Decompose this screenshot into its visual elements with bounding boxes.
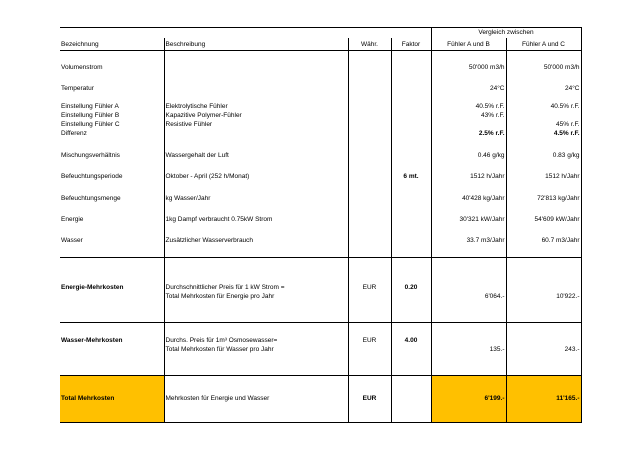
wasser-mehrkosten-ab: 135.-: [431, 346, 506, 356]
row-mischungsverhaeltnis: [60, 152, 581, 161]
row-desc: Zusätzlicher Wasserverbrauch: [164, 237, 348, 246]
value-ab: 50'000 m3/h: [431, 64, 506, 73]
row-faktor: 6 mt.: [391, 173, 431, 182]
row-fuehler-c: [60, 121, 581, 130]
wasser-mehrkosten-spacer: [60, 323, 581, 337]
row-desc: Oktober - April (252 h/Monat): [164, 173, 348, 182]
value-ac: [506, 112, 581, 121]
row-label: Einstellung Fühler A: [61, 102, 119, 110]
comparison-table: [60, 27, 582, 423]
row-volumenstrom: [60, 64, 581, 73]
energie-mehrkosten-faktor: 0.20: [391, 284, 431, 293]
row-desc: kg Wasser/Jahr: [164, 195, 348, 204]
energie-mehrkosten-currency: EUR: [348, 284, 391, 293]
row-energie-mehrkosten-total: [60, 293, 581, 303]
wasser-mehrkosten-faktor: 4.00: [391, 337, 431, 346]
energie-mehrkosten-desc-2: Total Mehrkosten für Energie pro Jahr: [164, 293, 348, 303]
header-group-row: [60, 28, 581, 38]
comparison-sheet: [60, 27, 580, 437]
value-ab: 24°C: [431, 85, 506, 94]
header-fuehler-ac: Fühler A und C: [506, 38, 581, 51]
value-ac: 54'609 kW/Jahr: [506, 216, 581, 225]
row-wasser: [60, 237, 581, 246]
energie-mehrkosten-desc-1: Durchschnittlicher Preis für 1 kW Strom =: [164, 284, 348, 293]
row-total-mehrkosten: [60, 376, 581, 423]
value-ac: 60.7 m3/Jahr: [506, 237, 581, 246]
row-wasser-mehrkosten-total: [60, 346, 581, 356]
header-waehrung: Währ.: [348, 38, 391, 51]
wasser-mehrkosten-currency: EUR: [348, 337, 391, 346]
total-ac: 11'165.-: [506, 376, 581, 423]
wasser-mehrkosten-desc-1: Durchs. Preis für 1m³ Osmosewasser=: [164, 337, 348, 346]
value-ac: 72'813 kg/Jahr: [506, 195, 581, 204]
value-ac: 4.5% r.F.: [506, 130, 581, 139]
header-beschreibung: Beschreibung: [164, 38, 348, 51]
value-ab: 40'428 kg/Jahr: [431, 195, 506, 204]
value-ac: 40.5% r.F.: [506, 103, 581, 112]
row-label: Befeuchtungsperiode: [61, 172, 123, 180]
row-desc: [164, 85, 348, 94]
row-label: Wasser: [61, 236, 83, 244]
row-desc: [164, 64, 348, 73]
row-label: Differenz: [61, 129, 87, 137]
header-fuehler-ab: Fühler A und B: [431, 38, 506, 51]
wasser-mehrkosten-desc-2: Total Mehrkosten für Wasser pro Jahr: [164, 346, 348, 356]
row-label: Befeuchtungsmenge: [61, 194, 121, 202]
value-ab: 33.7 m3/Jahr: [431, 237, 506, 246]
row-label: Einstellung Fühler C: [61, 120, 120, 128]
value-ab: 40.5% r.F.: [431, 103, 506, 112]
header-bezeichnung: Bezeichnung: [60, 38, 164, 51]
energie-mehrkosten-spacer: [60, 258, 581, 284]
row-temperatur: [60, 85, 581, 94]
value-ac: 1512 h/Jahr: [506, 173, 581, 182]
value-ac: 0.83 g/kg: [506, 152, 581, 161]
row-desc: Elektrolytische Fühler: [164, 103, 348, 112]
value-ab: 30'321 kW/Jahr: [431, 216, 506, 225]
total-desc: Mehrkosten für Energie und Wasser: [164, 376, 348, 423]
row-wasser-mehrkosten: [60, 337, 581, 346]
row-energie-mehrkosten: [60, 284, 581, 293]
wasser-mehrkosten-ac: 243.-: [506, 346, 581, 356]
header-row: [60, 38, 581, 51]
row-label: Einstellung Fühler B: [61, 111, 120, 119]
row-label: Energie: [61, 215, 84, 223]
value-ac: 50'000 m3/h: [506, 64, 581, 73]
energie-mehrkosten-ab: 6'064.-: [431, 293, 506, 303]
value-ab: 0.46 g/kg: [431, 152, 506, 161]
row-desc: Resistive Fühler: [164, 121, 348, 130]
energie-mehrkosten-ac: 10'922.-: [506, 293, 581, 303]
value-ab: 43% r.F.: [431, 112, 506, 121]
row-fuehler-a: [60, 103, 581, 112]
value-ac: 24°C: [506, 85, 581, 94]
row-label: Volumenstrom: [61, 63, 103, 71]
row-befeuchtungsmenge: [60, 195, 581, 204]
comparison-group-header: Vergleich zwischen: [431, 28, 581, 38]
energie-mehrkosten-label: Energie-Mehrkosten: [61, 283, 124, 291]
value-ab: [431, 121, 506, 130]
total-ab: 6'199.-: [431, 376, 506, 423]
row-befeuchtungsperiode: [60, 173, 581, 182]
row-energie: [60, 216, 581, 225]
row-differenz: [60, 130, 581, 139]
row-label: Mischungsverhältnis: [61, 151, 120, 159]
row-desc: Kapazitive Polymer-Fühler: [164, 112, 348, 121]
header-faktor: Faktor: [391, 38, 431, 51]
value-ab: 2.5% r.F.: [431, 130, 506, 139]
total-currency: EUR: [348, 376, 391, 423]
value-ab: 1512 h/Jahr: [431, 173, 506, 182]
wasser-mehrkosten-label: Wasser-Mehrkosten: [61, 336, 123, 344]
row-fuehler-b: [60, 112, 581, 121]
value-ac: 45% r.F.: [506, 121, 581, 130]
total-label: Total Mehrkosten: [60, 376, 164, 423]
row-label: Temperatur: [61, 84, 94, 92]
row-desc: 1kg Dampf verbraucht 0.75kW Strom: [164, 216, 348, 225]
row-desc: Wassergehalt der Luft: [164, 152, 348, 161]
